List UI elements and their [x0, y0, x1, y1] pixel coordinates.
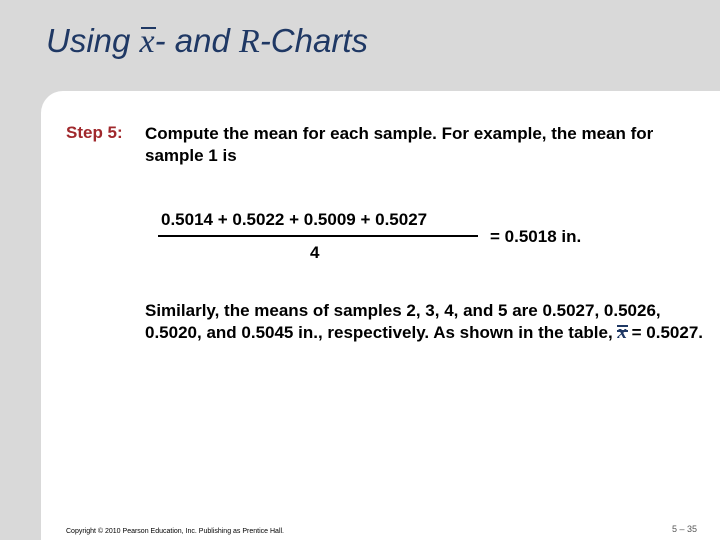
title-suffix: -Charts	[259, 22, 368, 59]
similarly-result: = 0.5027.	[626, 323, 704, 342]
x-bar-symbol: x	[139, 23, 155, 60]
page-number: 5 – 35	[672, 524, 698, 534]
equation-result: = 0.5018 in.	[490, 227, 582, 246]
slide-title	[46, 22, 368, 61]
r-symbol: R	[239, 23, 260, 60]
title-prefix: Using	[46, 22, 140, 59]
step-label: Step 5:	[66, 123, 123, 142]
copyright-footer: Copyright © 2010 Pearson Education, Inc. Publishing as Prentice Hall.	[66, 528, 285, 535]
title-middle: - and	[154, 22, 240, 59]
equation-numerator: 0.5014 + 0.5022 + 0.5009 + 0.5027	[161, 210, 428, 229]
equation-denominator: 4	[310, 243, 320, 262]
fraction-line	[158, 235, 478, 237]
similarly-text: Similarly, the means of samples 2, 3, 4, and 5 are 0.5027, 0.5026, 0.5020, and 0.5045 in., respectively. As shown in the table,	[145, 301, 661, 342]
step-text: Compute the mean for each sample. For example, the mean for sample 1 is	[145, 124, 654, 165]
x-double-bar-symbol: x	[617, 322, 627, 343]
similarly-paragraph	[145, 300, 705, 344]
